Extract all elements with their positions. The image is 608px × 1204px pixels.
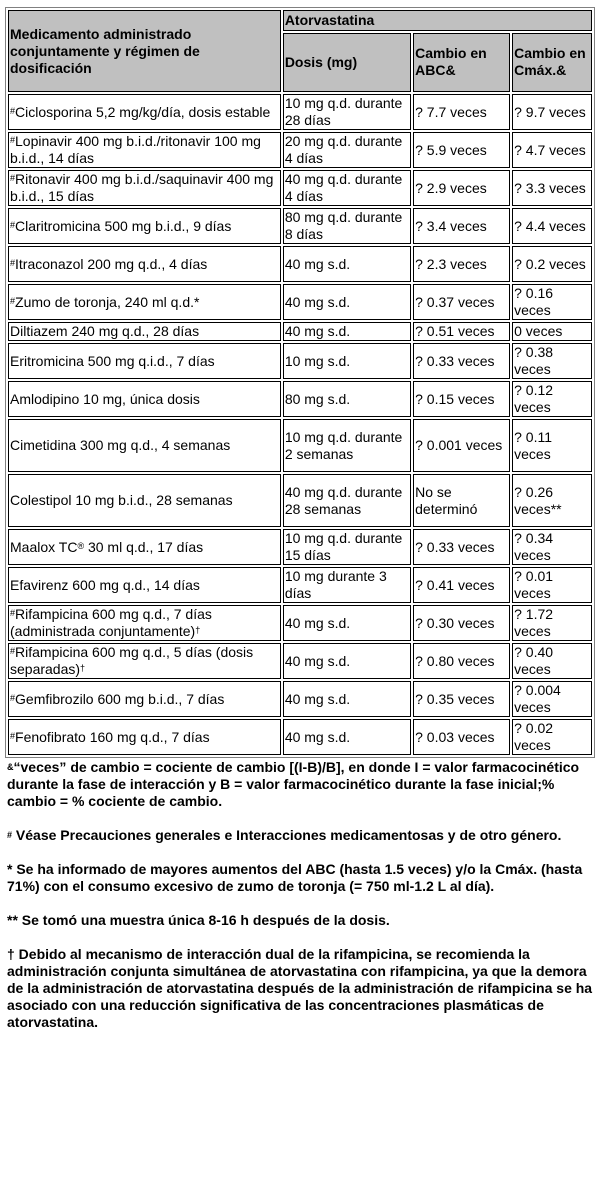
abc-change-cell: ? 2.3 veces xyxy=(413,246,510,282)
drug-cell xyxy=(8,719,281,755)
abc-change-cell: ? 0.03 veces xyxy=(413,719,510,755)
drug-name: Rifampicina 600 mg q.d., 5 días (dosis separadas) xyxy=(10,644,254,677)
drug-cell xyxy=(8,474,281,527)
table-row xyxy=(8,643,592,679)
drug-name: Gemfibrozilo 600 mg b.i.d., 7 días xyxy=(15,690,225,707)
header-drug: Medicamento administrado conjuntamente y régimen de dosificación xyxy=(8,10,281,92)
footnote-marker: # xyxy=(10,646,16,656)
drug-cell xyxy=(8,322,281,341)
table-row xyxy=(8,343,592,379)
footnote-text: * Se ha informado de mayores aumentos del ABC (hasta 1.5 veces) y/o la Cmáx. (hasta 71%) con el consumo excesivo de zumo de toronja (= 750 ml-1.2 L al día). xyxy=(7,861,583,894)
footnote xyxy=(7,861,597,895)
drug-cell xyxy=(8,381,281,417)
drug-name: Lopinavir 400 mg b.i.d./ritonavir 100 mg b.i.d., 14 días xyxy=(10,133,261,166)
drug-cell xyxy=(8,681,281,717)
drug-cell xyxy=(8,246,281,282)
abc-change-cell: ? 0.30 veces xyxy=(413,605,510,641)
cmax-change-cell: ? 3.3 veces xyxy=(512,170,592,206)
cmax-change-cell: ? 0.11 veces xyxy=(512,419,592,472)
abc-change-cell: ? 0.37 veces xyxy=(413,284,510,320)
abc-change-cell: ? 0.41 veces xyxy=(413,567,510,603)
abc-change-cell: No se determinó xyxy=(413,474,510,527)
drug-name: Amlodipino 10 mg, única dosis xyxy=(10,390,200,407)
dose-cell: 10 mg q.d. durante 28 días xyxy=(283,94,411,130)
drug-cell xyxy=(8,208,281,244)
abc-change-cell: ? 2.9 veces xyxy=(413,170,510,206)
dose-cell: 40 mg s.d. xyxy=(283,284,411,320)
cmax-change-cell: ? 0.2 veces xyxy=(512,246,592,282)
cmax-change-cell: ? 0.40 veces xyxy=(512,643,592,679)
drug-cell xyxy=(8,605,281,641)
drug-name-rest: 30 ml q.d., 17 días xyxy=(84,538,204,555)
drug-name: Colestipol 10 mg b.i.d., 28 semanas xyxy=(10,492,233,508)
dose-cell: 40 mg s.d. xyxy=(283,643,411,679)
abc-change-cell: ? 7.7 veces xyxy=(413,94,510,130)
interaction-table xyxy=(5,7,595,758)
table-row xyxy=(8,208,592,244)
table-row xyxy=(8,322,592,341)
dose-cell: 10 mg q.d. durante 2 semanas xyxy=(283,419,411,472)
footnote-marker: # xyxy=(10,257,16,268)
document xyxy=(7,7,597,1031)
drug-name: Ritonavir 400 mg b.i.d./saquinavir 400 mg b.i.d., 15 días xyxy=(10,171,274,204)
footnote-marker: # xyxy=(10,608,16,618)
abc-change-cell: ? 0.33 veces xyxy=(413,343,510,379)
footnote-marker: † xyxy=(195,625,201,635)
table-row xyxy=(8,419,592,472)
footnote-marker: # xyxy=(10,295,16,306)
dose-cell: 40 mg q.d. durante 28 semanas xyxy=(283,474,411,527)
footnote-text: † Debido al mecanismo de interacción dual de la rifampicina, se recomienda la administración conjunta simultánea de atorvastatina con rifampicina, ya que la demora de la administración de atorvastatina después de la administración de rifampicina se ha asociado con una reducción significativa de las concentraciones plasmáticas de atorvastatina. xyxy=(7,946,593,1030)
header-atorvastatina: Atorvastatina xyxy=(283,10,592,31)
drug-cell xyxy=(8,132,281,168)
cmax-change-cell: ? 0.26 veces** xyxy=(512,474,592,527)
dose-cell: 20 mg q.d. durante 4 días xyxy=(283,132,411,168)
footnote-symbol: & xyxy=(7,762,14,772)
drug-name: Efavirenz 600 mg q.d., 14 días xyxy=(10,576,200,593)
drug-name: Diltiazem 240 mg q.d., 28 días xyxy=(10,323,200,339)
table-row xyxy=(8,94,592,130)
cmax-change-cell: ? 0.34 veces xyxy=(512,529,592,565)
table-row xyxy=(8,567,592,603)
dose-cell: 40 mg s.d. xyxy=(283,605,411,641)
footnotes xyxy=(7,759,597,1031)
dose-cell: 10 mg durante 3 días xyxy=(283,567,411,603)
abc-change-cell: ? 0.15 veces xyxy=(413,381,510,417)
footnote-marker: ® xyxy=(77,540,85,551)
abc-change-cell: ? 0.001 veces xyxy=(413,419,510,472)
footnote-marker: # xyxy=(10,135,16,145)
footnote-marker: # xyxy=(10,730,16,741)
table-row xyxy=(8,132,592,168)
footnote-text: ** Se tomó una muestra única 8-16 h después de la dosis. xyxy=(7,912,390,928)
table-row xyxy=(8,474,592,527)
dose-cell: 40 mg s.d. xyxy=(283,246,411,282)
header-cmax-change: Cambio en Cmáx.& xyxy=(512,33,592,93)
drug-cell xyxy=(8,170,281,206)
header-abc-change: Cambio en ABC& xyxy=(413,33,510,93)
footnote xyxy=(7,912,597,929)
cmax-change-cell: 0 veces xyxy=(512,322,592,341)
abc-change-cell: ? 0.80 veces xyxy=(413,643,510,679)
drug-name: Maalox TC xyxy=(10,538,78,555)
cmax-change-cell: ? 4.4 veces xyxy=(512,208,592,244)
cmax-change-cell: ? 0.02 veces xyxy=(512,719,592,755)
header-dose: Dosis (mg) xyxy=(283,33,411,93)
cmax-change-cell: ? 1.72 veces xyxy=(512,605,592,641)
footnote-text: “veces” de cambio = cociente de cambio [(I-B)/B], en donde I = valor farmacocinético durante la fase de interacción y B = valor farmacocinético durante la fase inicial;% cambio = % cociente de cambio. xyxy=(7,759,580,809)
dose-cell: 80 mg q.d. durante 8 días xyxy=(283,208,411,244)
cmax-change-cell: ? 0.01 veces xyxy=(512,567,592,603)
footnote xyxy=(7,759,597,810)
footnote xyxy=(7,827,597,844)
footnote-marker: # xyxy=(10,105,16,116)
table-row xyxy=(8,681,592,717)
drug-name: Rifampicina 600 mg q.d., 7 días (administrada conjuntamente) xyxy=(10,606,212,639)
cmax-change-cell: ? 0.38 veces xyxy=(512,343,592,379)
drug-cell xyxy=(8,94,281,130)
footnote-marker: # xyxy=(10,219,16,230)
table-row xyxy=(8,170,592,206)
drug-cell xyxy=(8,643,281,679)
table-row xyxy=(8,246,592,282)
footnote-marker: † xyxy=(80,663,86,673)
table-row xyxy=(8,719,592,755)
footnote-marker: # xyxy=(10,692,16,703)
table-body xyxy=(8,94,592,755)
footnote-marker: # xyxy=(10,173,16,183)
dose-cell: 40 mg s.d. xyxy=(283,719,411,755)
cmax-change-cell: ? 0.12 veces xyxy=(512,381,592,417)
abc-change-cell: ? 0.35 veces xyxy=(413,681,510,717)
drug-cell xyxy=(8,284,281,320)
drug-name: Fenofibrato 160 mg q.d., 7 días xyxy=(15,728,210,745)
cmax-change-cell: ? 4.7 veces xyxy=(512,132,592,168)
dose-cell: 10 mg s.d. xyxy=(283,343,411,379)
drug-name: Ciclosporina 5,2 mg/kg/día, dosis estable xyxy=(15,103,271,120)
table-row xyxy=(8,529,592,565)
footnote-symbol: # xyxy=(7,830,13,840)
drug-name: Cimetidina 300 mg q.d., 4 semanas xyxy=(10,437,231,453)
abc-change-cell: ? 5.9 veces xyxy=(413,132,510,168)
table-row xyxy=(8,381,592,417)
table-row xyxy=(8,605,592,641)
drug-cell xyxy=(8,567,281,603)
dose-cell: 80 mg s.d. xyxy=(283,381,411,417)
footnote-text: Véase Precauciones generales e Interacciones medicamentosas y de otro género. xyxy=(12,827,562,843)
dose-cell: 40 mg q.d. durante 4 días xyxy=(283,170,411,206)
abc-change-cell: ? 0.33 veces xyxy=(413,529,510,565)
drug-name: Itraconazol 200 mg q.d., 4 días xyxy=(15,255,208,272)
drug-cell xyxy=(8,419,281,472)
abc-change-cell: ? 0.51 veces xyxy=(413,322,510,341)
table-row xyxy=(8,284,592,320)
drug-name: Zumo de toronja, 240 ml q.d.* xyxy=(15,293,200,310)
drug-name: Eritromicina 500 mg q.i.d., 7 días xyxy=(10,352,215,369)
footnote xyxy=(7,946,597,1031)
cmax-change-cell: ? 9.7 veces xyxy=(512,94,592,130)
dose-cell: 40 mg s.d. xyxy=(283,322,411,341)
abc-change-cell: ? 3.4 veces xyxy=(413,208,510,244)
cmax-change-cell: ? 0.16 veces xyxy=(512,284,592,320)
drug-cell xyxy=(8,529,281,565)
dose-cell: 40 mg s.d. xyxy=(283,681,411,717)
drug-cell xyxy=(8,343,281,379)
cmax-change-cell: ? 0.004 veces xyxy=(512,681,592,717)
drug-name: Claritromicina 500 mg b.i.d., 9 días xyxy=(15,217,232,234)
dose-cell: 10 mg q.d. durante 15 días xyxy=(283,529,411,565)
